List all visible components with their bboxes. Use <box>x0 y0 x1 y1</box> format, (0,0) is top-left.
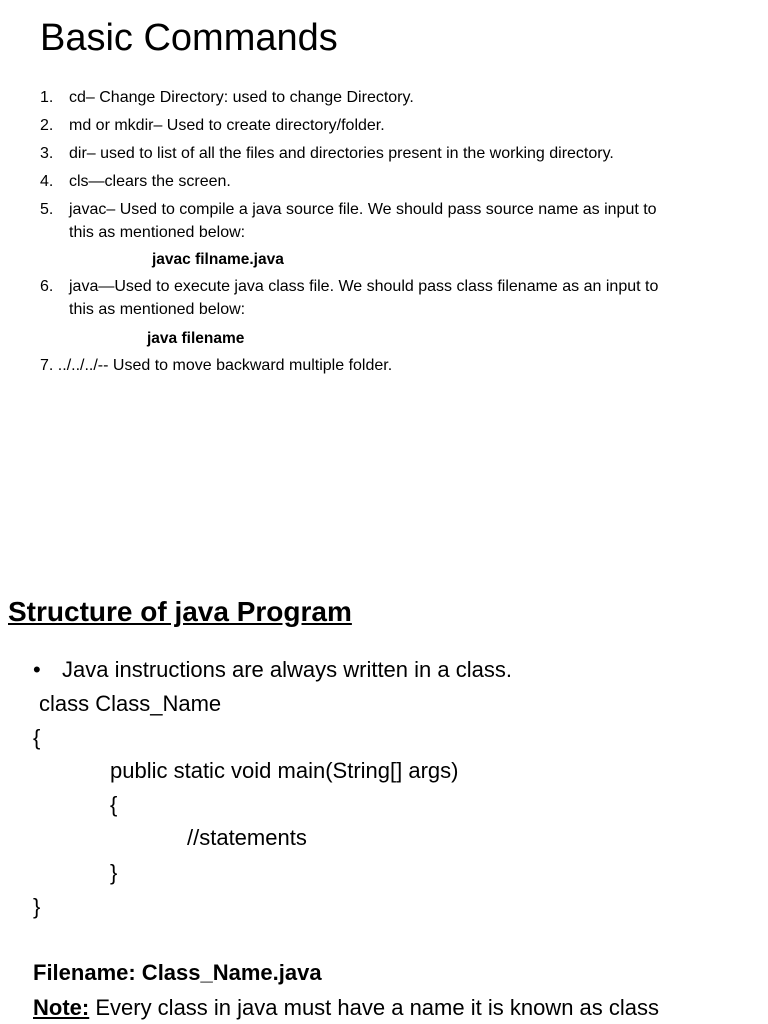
list-text: java—Used to execute java class file. We should pass class filename as an input to <box>69 278 659 295</box>
list-text: cls—clears the screen. <box>69 173 231 190</box>
command-example: javac filname.java <box>152 251 284 268</box>
list-number: 4. <box>40 173 54 190</box>
section-title: Structure of java Program <box>8 596 352 627</box>
note-text: Every class in java must have a name it is known as class <box>89 995 660 1020</box>
code-line: //statements <box>187 825 307 850</box>
list-text: this as mentioned below: <box>69 224 246 241</box>
bullet-marker: • <box>33 657 41 682</box>
note-label: Note: <box>33 995 90 1020</box>
code-line: { <box>33 725 41 750</box>
command-example: java filename <box>147 330 245 347</box>
list-text: ../../../-- Used to move backward multiple folder. <box>57 357 393 374</box>
code-line: class Class_Name <box>39 691 222 716</box>
list-text: cd– Change Directory: used to change Directory. <box>69 89 414 106</box>
list-text: this as mentioned below: <box>69 301 246 318</box>
list-number: 7. <box>40 357 54 374</box>
list-text: dir– used to list of all the files and directories present in the working directory. <box>69 145 614 162</box>
list-number: 6. <box>40 278 54 295</box>
list-item <box>40 355 392 377</box>
list-number: 5. <box>40 201 54 218</box>
note-line <box>33 993 659 1023</box>
bullet-text: Java instructions are always written in a class. <box>62 657 512 682</box>
code-line: } <box>33 894 41 919</box>
list-text: md or mkdir– Used to create directory/folder. <box>69 117 385 134</box>
code-line: } <box>110 860 118 885</box>
page-title: Basic Commands <box>40 17 338 59</box>
list-text: javac– Used to compile a java source file. We should pass source name as input to <box>69 201 657 218</box>
list-number: 2. <box>40 117 54 134</box>
code-line: public static void main(String[] args) <box>110 758 459 783</box>
code-line: { <box>110 792 118 817</box>
list-number: 1. <box>40 89 54 106</box>
list-number: 3. <box>40 145 54 162</box>
filename-line: Filename: Class_Name.java <box>33 960 322 985</box>
